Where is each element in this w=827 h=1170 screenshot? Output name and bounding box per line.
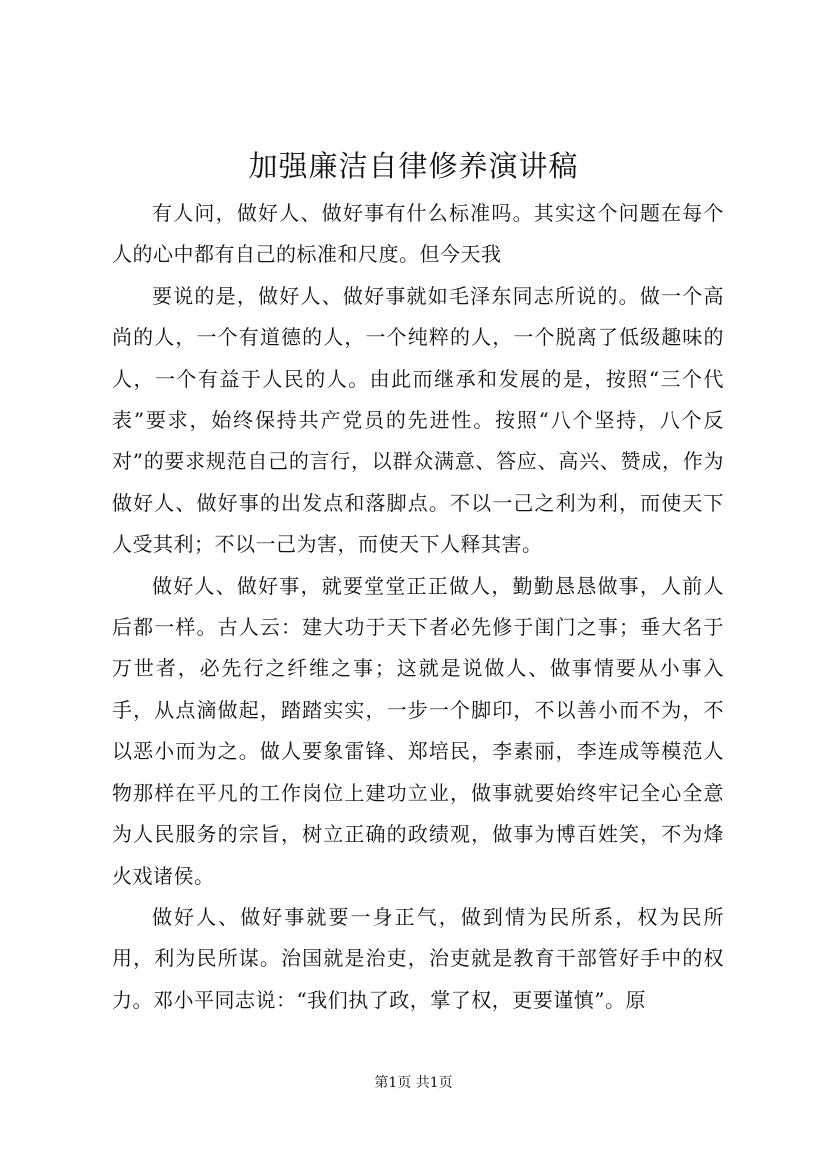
paragraph: 做好人、做好事，就要堂堂正正做人，勤勤恳恳做事，人前人后都一样。古人云：建大功于天下者必先修于闺门之事；垂大名于万世者，必先行之纤维之事；这就是说做人、做事情要从小事入手，从点滴做起，踏踏实实，一步一个脚印，不以善小而不为，不以恶小而为之。做人要象雷锋、郑培民，李素丽，李连成等模范人物那样在平凡的工作岗位上建功立业，做事就要始终牢记全心全意为人民服务的宗旨，树立正确的政绩观，做事为博百姓笑，不为烽火戏诸侯。 (112, 573, 724, 888)
page-footer: 第1页 共1页 (374, 1075, 453, 1091)
document-title: 加强廉洁自律修养演讲稿 (248, 149, 579, 183)
paragraph: 要说的是，做好人、做好事就如毛泽东同志所说的。做一个高尚的人，一个有道德的人，一个纯粹的人，一个脱离了低级趣味的人，一个有益于人民的人。由此而继承和发展的是，按照“三个代表”要求，始终保持共产党员的先进性。按照“八个坚持，八个反对”的要求规范自己的言行，以群众满意、答应、高兴、赞成，作为做好人、做好事的出发点和落脚点。不以一己之利为利，而使天下人受其利；不以一己为害，而使天下人释其害。 (112, 283, 724, 557)
paragraph: 有人问，做好人、做好事有什么标准吗。其实这个问题在每个人的心中都有自己的标准和尺度。但今天我 (112, 201, 724, 267)
document-body (112, 193, 724, 1021)
paragraph: 做好人、做好事就要一身正气，做到情为民所系，权为民所用，利为民所谋。治国就是治吏，治吏就是教育干部管好手中的权力。邓小平同志说：“我们执了政，掌了权，更要谨慎”。原 (112, 904, 724, 1012)
